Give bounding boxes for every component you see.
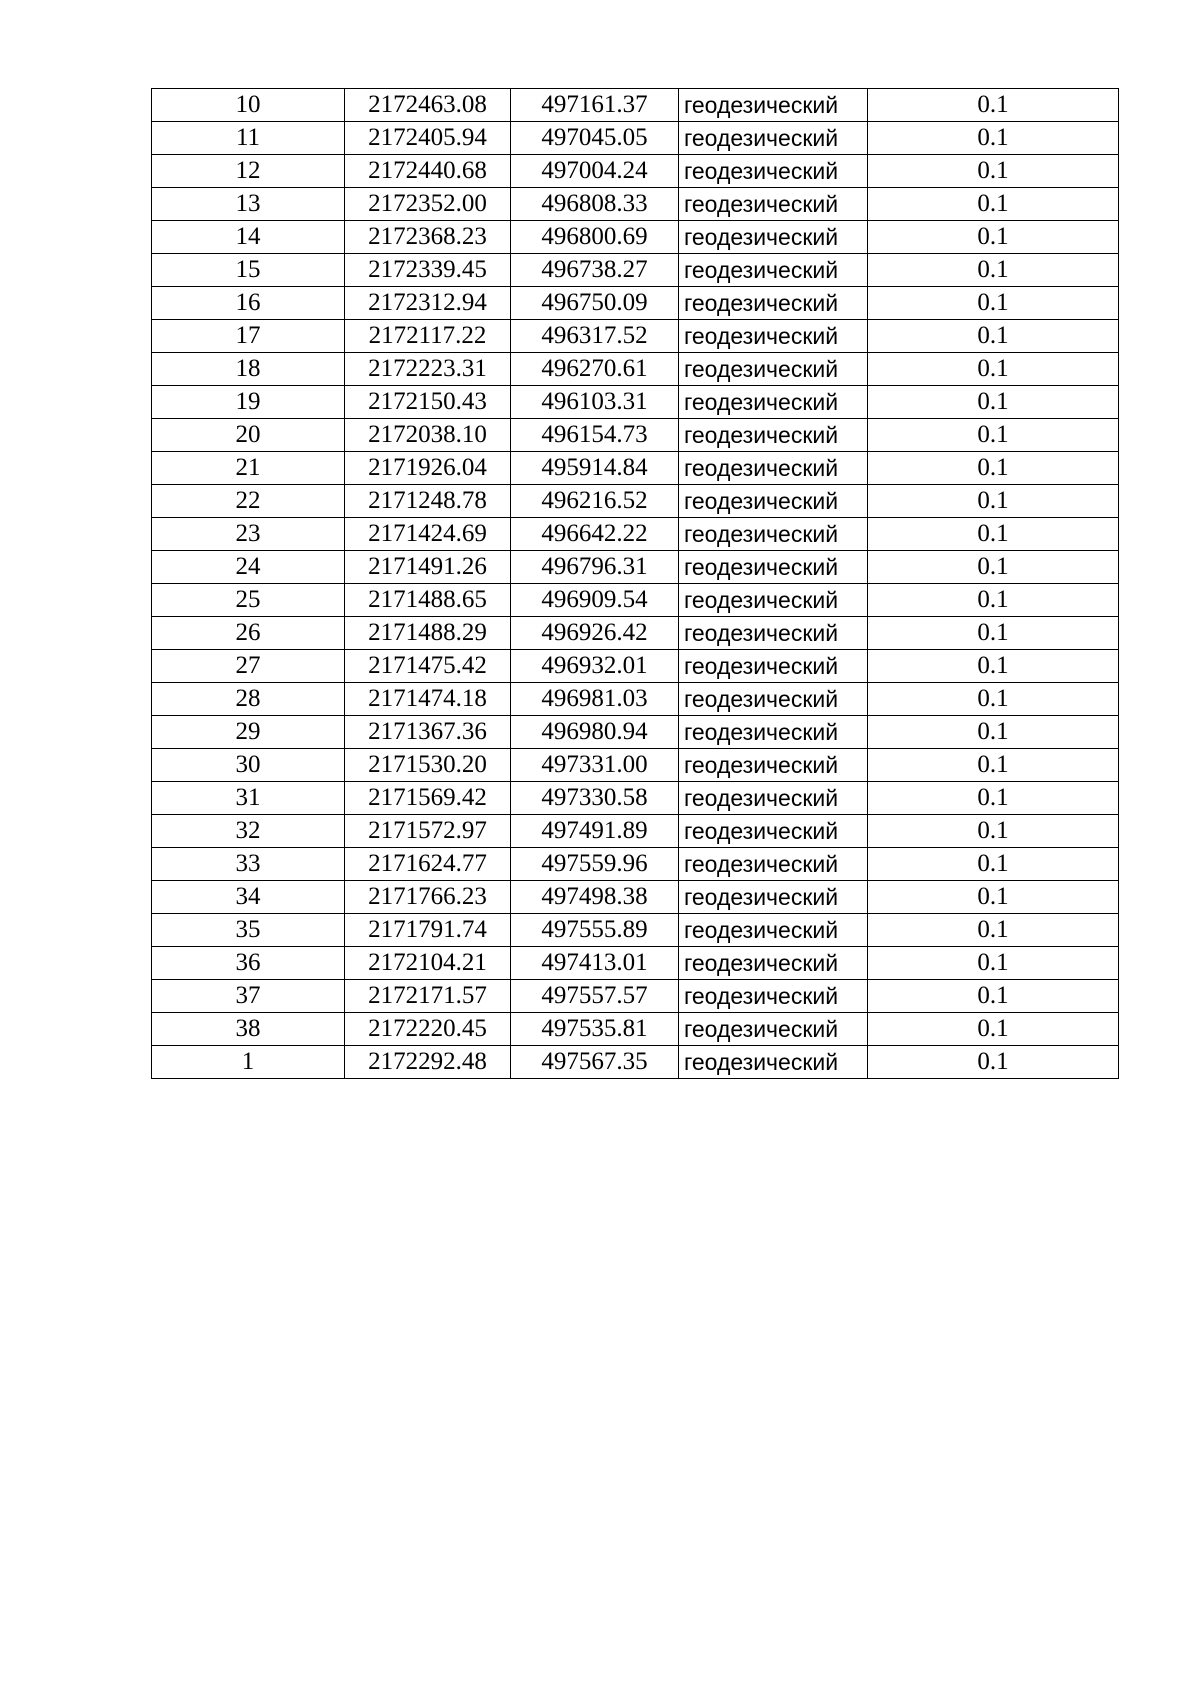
method-cell: геодезический: [679, 980, 868, 1013]
point-number-cell: 1: [152, 1046, 345, 1079]
method-cell: геодезический: [679, 584, 868, 617]
method-cell: геодезический: [679, 947, 868, 980]
table-row: [152, 320, 1119, 353]
method-cell: геодезический: [679, 89, 868, 122]
accuracy-cell: 0.1: [868, 716, 1119, 749]
point-number-cell: 34: [152, 881, 345, 914]
accuracy-cell: 0.1: [868, 518, 1119, 551]
method-cell: геодезический: [679, 386, 868, 419]
method-cell: геодезический: [679, 716, 868, 749]
point-number-cell: 23: [152, 518, 345, 551]
x-coordinate-cell: 2171530.20: [345, 749, 511, 782]
accuracy-cell: 0.1: [868, 815, 1119, 848]
method-cell: геодезический: [679, 419, 868, 452]
accuracy-cell: 0.1: [868, 683, 1119, 716]
method-cell: геодезический: [679, 881, 868, 914]
point-number-cell: 15: [152, 254, 345, 287]
method-cell: геодезический: [679, 551, 868, 584]
point-number-cell: 37: [152, 980, 345, 1013]
y-coordinate-cell: 497567.35: [511, 1046, 679, 1079]
method-cell: геодезический: [679, 650, 868, 683]
y-coordinate-cell: 496800.69: [511, 221, 679, 254]
table-row: [152, 122, 1119, 155]
accuracy-cell: 0.1: [868, 485, 1119, 518]
accuracy-cell: 0.1: [868, 848, 1119, 881]
x-coordinate-cell: 2172463.08: [345, 89, 511, 122]
table-row: [152, 485, 1119, 518]
point-number-cell: 29: [152, 716, 345, 749]
y-coordinate-cell: 496808.33: [511, 188, 679, 221]
y-coordinate-cell: 496317.52: [511, 320, 679, 353]
y-coordinate-cell: 496103.31: [511, 386, 679, 419]
table-row: [152, 551, 1119, 584]
y-coordinate-cell: 496750.09: [511, 287, 679, 320]
point-number-cell: 12: [152, 155, 345, 188]
accuracy-cell: 0.1: [868, 782, 1119, 815]
point-number-cell: 24: [152, 551, 345, 584]
method-cell: геодезический: [679, 287, 868, 320]
x-coordinate-cell: 2172440.68: [345, 155, 511, 188]
point-number-cell: 30: [152, 749, 345, 782]
y-coordinate-cell: 497535.81: [511, 1013, 679, 1046]
method-cell: геодезический: [679, 155, 868, 188]
method-cell: геодезический: [679, 485, 868, 518]
x-coordinate-cell: 2172352.00: [345, 188, 511, 221]
point-number-cell: 13: [152, 188, 345, 221]
table-row: [152, 287, 1119, 320]
y-coordinate-cell: 497413.01: [511, 947, 679, 980]
table-row: [152, 584, 1119, 617]
y-coordinate-cell: 496270.61: [511, 353, 679, 386]
x-coordinate-cell: 2171791.74: [345, 914, 511, 947]
x-coordinate-cell: 2171475.42: [345, 650, 511, 683]
y-coordinate-cell: 497498.38: [511, 881, 679, 914]
y-coordinate-cell: 497555.89: [511, 914, 679, 947]
y-coordinate-cell: 496216.52: [511, 485, 679, 518]
table-row: [152, 353, 1119, 386]
point-number-cell: 33: [152, 848, 345, 881]
table-row: [152, 782, 1119, 815]
table-row: [152, 881, 1119, 914]
table-row: [152, 188, 1119, 221]
table-row: [152, 452, 1119, 485]
y-coordinate-cell: 495914.84: [511, 452, 679, 485]
method-cell: геодезический: [679, 320, 868, 353]
method-cell: геодезический: [679, 749, 868, 782]
table-row: [152, 254, 1119, 287]
table-row: [152, 518, 1119, 551]
accuracy-cell: 0.1: [868, 221, 1119, 254]
accuracy-cell: 0.1: [868, 122, 1119, 155]
x-coordinate-cell: 2171248.78: [345, 485, 511, 518]
table-row: [152, 848, 1119, 881]
table-row: [152, 386, 1119, 419]
accuracy-cell: 0.1: [868, 452, 1119, 485]
point-number-cell: 26: [152, 617, 345, 650]
method-cell: геодезический: [679, 1046, 868, 1079]
x-coordinate-cell: 2172150.43: [345, 386, 511, 419]
coordinates-table: [151, 88, 1119, 1079]
point-number-cell: 25: [152, 584, 345, 617]
table-row: [152, 650, 1119, 683]
accuracy-cell: 0.1: [868, 980, 1119, 1013]
table-row: [152, 617, 1119, 650]
method-cell: геодезический: [679, 683, 868, 716]
y-coordinate-cell: 496981.03: [511, 683, 679, 716]
accuracy-cell: 0.1: [868, 287, 1119, 320]
y-coordinate-cell: 497330.58: [511, 782, 679, 815]
method-cell: геодезический: [679, 815, 868, 848]
accuracy-cell: 0.1: [868, 419, 1119, 452]
table-row: [152, 419, 1119, 452]
point-number-cell: 21: [152, 452, 345, 485]
method-cell: геодезический: [679, 782, 868, 815]
x-coordinate-cell: 2171488.29: [345, 617, 511, 650]
y-coordinate-cell: 497161.37: [511, 89, 679, 122]
point-number-cell: 17: [152, 320, 345, 353]
accuracy-cell: 0.1: [868, 914, 1119, 947]
table-row: [152, 749, 1119, 782]
accuracy-cell: 0.1: [868, 89, 1119, 122]
y-coordinate-cell: 497331.00: [511, 749, 679, 782]
table-row: [152, 914, 1119, 947]
x-coordinate-cell: 2172117.22: [345, 320, 511, 353]
x-coordinate-cell: 2171474.18: [345, 683, 511, 716]
accuracy-cell: 0.1: [868, 320, 1119, 353]
table-row: [152, 947, 1119, 980]
y-coordinate-cell: 496909.54: [511, 584, 679, 617]
method-cell: геодезический: [679, 254, 868, 287]
point-number-cell: 10: [152, 89, 345, 122]
table-row: [152, 716, 1119, 749]
x-coordinate-cell: 2171488.65: [345, 584, 511, 617]
x-coordinate-cell: 2172368.23: [345, 221, 511, 254]
y-coordinate-cell: 496738.27: [511, 254, 679, 287]
accuracy-cell: 0.1: [868, 881, 1119, 914]
method-cell: геодезический: [679, 518, 868, 551]
method-cell: геодезический: [679, 188, 868, 221]
accuracy-cell: 0.1: [868, 947, 1119, 980]
point-number-cell: 36: [152, 947, 345, 980]
x-coordinate-cell: 2171491.26: [345, 551, 511, 584]
accuracy-cell: 0.1: [868, 650, 1119, 683]
point-number-cell: 27: [152, 650, 345, 683]
table-row: [152, 155, 1119, 188]
accuracy-cell: 0.1: [868, 617, 1119, 650]
accuracy-cell: 0.1: [868, 749, 1119, 782]
y-coordinate-cell: 496932.01: [511, 650, 679, 683]
x-coordinate-cell: 2172104.21: [345, 947, 511, 980]
table-row: [152, 89, 1119, 122]
accuracy-cell: 0.1: [868, 155, 1119, 188]
x-coordinate-cell: 2172220.45: [345, 1013, 511, 1046]
point-number-cell: 22: [152, 485, 345, 518]
accuracy-cell: 0.1: [868, 584, 1119, 617]
y-coordinate-cell: 497557.57: [511, 980, 679, 1013]
point-number-cell: 18: [152, 353, 345, 386]
point-number-cell: 14: [152, 221, 345, 254]
y-coordinate-cell: 496980.94: [511, 716, 679, 749]
point-number-cell: 16: [152, 287, 345, 320]
y-coordinate-cell: 496926.42: [511, 617, 679, 650]
accuracy-cell: 0.1: [868, 254, 1119, 287]
x-coordinate-cell: 2171367.36: [345, 716, 511, 749]
point-number-cell: 28: [152, 683, 345, 716]
x-coordinate-cell: 2172312.94: [345, 287, 511, 320]
x-coordinate-cell: 2172038.10: [345, 419, 511, 452]
method-cell: геодезический: [679, 353, 868, 386]
accuracy-cell: 0.1: [868, 386, 1119, 419]
method-cell: геодезический: [679, 1013, 868, 1046]
method-cell: геодезический: [679, 122, 868, 155]
y-coordinate-cell: 497004.24: [511, 155, 679, 188]
x-coordinate-cell: 2172339.45: [345, 254, 511, 287]
point-number-cell: 32: [152, 815, 345, 848]
coordinates-table-body: [152, 89, 1119, 1079]
y-coordinate-cell: 497045.05: [511, 122, 679, 155]
y-coordinate-cell: 497491.89: [511, 815, 679, 848]
point-number-cell: 11: [152, 122, 345, 155]
x-coordinate-cell: 2172223.31: [345, 353, 511, 386]
point-number-cell: 20: [152, 419, 345, 452]
x-coordinate-cell: 2172171.57: [345, 980, 511, 1013]
x-coordinate-cell: 2171926.04: [345, 452, 511, 485]
y-coordinate-cell: 496796.31: [511, 551, 679, 584]
accuracy-cell: 0.1: [868, 188, 1119, 221]
x-coordinate-cell: 2171424.69: [345, 518, 511, 551]
y-coordinate-cell: 496642.22: [511, 518, 679, 551]
method-cell: геодезический: [679, 452, 868, 485]
accuracy-cell: 0.1: [868, 1013, 1119, 1046]
x-coordinate-cell: 2171572.97: [345, 815, 511, 848]
method-cell: геодезический: [679, 221, 868, 254]
table-row: [152, 815, 1119, 848]
table-row: [152, 980, 1119, 1013]
method-cell: геодезический: [679, 848, 868, 881]
y-coordinate-cell: 497559.96: [511, 848, 679, 881]
table-row: [152, 1013, 1119, 1046]
accuracy-cell: 0.1: [868, 551, 1119, 584]
point-number-cell: 35: [152, 914, 345, 947]
accuracy-cell: 0.1: [868, 353, 1119, 386]
x-coordinate-cell: 2171624.77: [345, 848, 511, 881]
table-row: [152, 683, 1119, 716]
accuracy-cell: 0.1: [868, 1046, 1119, 1079]
table-row: [152, 221, 1119, 254]
y-coordinate-cell: 496154.73: [511, 419, 679, 452]
point-number-cell: 31: [152, 782, 345, 815]
table-row: [152, 1046, 1119, 1079]
point-number-cell: 19: [152, 386, 345, 419]
method-cell: геодезический: [679, 914, 868, 947]
x-coordinate-cell: 2172292.48: [345, 1046, 511, 1079]
x-coordinate-cell: 2172405.94: [345, 122, 511, 155]
x-coordinate-cell: 2171766.23: [345, 881, 511, 914]
method-cell: геодезический: [679, 617, 868, 650]
point-number-cell: 38: [152, 1013, 345, 1046]
x-coordinate-cell: 2171569.42: [345, 782, 511, 815]
